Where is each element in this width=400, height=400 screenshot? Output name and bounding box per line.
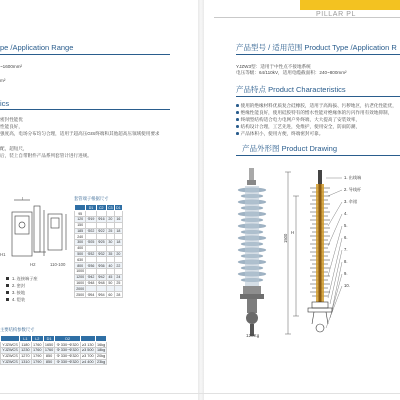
- table-row: 150: [75, 222, 123, 228]
- left-heading-product-type: pe /Application Range: [0, 43, 74, 52]
- table-row: YJZWCS 1180 1760 1650 Φ 330~Φ320 ≥3 130 16kg: [2, 342, 106, 347]
- small-table-header: C3: [108, 205, 113, 210]
- characteristic-item: 结构设计合理，工艺先进，免维护，使用安全，防雨防潮，: [236, 124, 360, 130]
- bottom-table-header: L2: [31, 336, 43, 342]
- table-row: 630: [75, 257, 123, 263]
- small-table-header: D1: [116, 205, 121, 210]
- legend-item-3: 3. 接地: [6, 290, 25, 296]
- right-heading-characteristics: 产品特点 Product Characteristics: [236, 85, 346, 94]
- bottom-table-header: D1: [43, 336, 55, 342]
- bottom-table-title: 主要结构参数尺寸: [0, 327, 35, 332]
- table-row: YJZWCS 1270 1790 850 Φ 330~Φ320 ≥3 700 20kg: [2, 354, 106, 359]
- right-heading-product-type: 产品型号 / 适用范围 Product Type /Application R: [236, 43, 397, 52]
- left-spec-line-2: m²: [0, 78, 6, 83]
- right-heading-rule-3: [236, 155, 400, 156]
- part-label-8: 8.: [344, 259, 348, 264]
- right-heading-rule: [236, 54, 400, 55]
- table-row: 1000: [75, 269, 123, 275]
- left-install-line-1: 配，超短尺，: [0, 146, 28, 151]
- left-install-line-2: 后，装上自带附件产品系列套管计进行进规。: [0, 153, 92, 158]
- part-label-5: 5.: [344, 223, 348, 228]
- part-label-9: 9.: [344, 271, 348, 276]
- left-heading-characteristics: ics: [0, 99, 10, 108]
- characteristic-item: 绝缘性能良好，使用硅胶特有的憎水性能对绝缘体的污闪作用有效地抑制，: [236, 110, 392, 116]
- right-spec-line-2: 电压等级：64/110kV，适用电缆截面积：240~800mm²: [236, 70, 347, 75]
- structure-param-table: [0, 335, 107, 365]
- characteristic-item: 产品体积小，使用方便，终端密封可靠。: [236, 131, 323, 137]
- table-row: 800 Φ36 Φ36 40 22: [75, 263, 123, 269]
- part-label-4: 4.: [344, 211, 348, 216]
- dim-label-range: 110-100: [50, 262, 66, 267]
- header-rule: [214, 17, 400, 18]
- table-row: 2500 Φ54 Φ54 60 28: [76, 292, 121, 297]
- table-row: 400: [75, 245, 123, 251]
- legend-item-2: 2. 密封: [6, 283, 25, 289]
- table-row: YJZWCS 1310 1790 850 Φ 330~Φ320 ≥4 400 23kg: [2, 359, 106, 364]
- part-label-10: 10.: [344, 283, 350, 288]
- dim-label-h2: H2: [30, 262, 36, 267]
- left-spec-line-1: ~1600mm²: [0, 64, 23, 69]
- part-label-2: 2. 导线杆: [344, 187, 362, 192]
- terminal-size-table: [74, 204, 123, 298]
- table-row: 95: [75, 211, 123, 217]
- dim-label-height: 1500: [283, 233, 288, 243]
- right-heading-rule-2: [236, 96, 400, 97]
- header-title: PILLAR PL: [316, 11, 357, 18]
- part-label-7: 7.: [344, 247, 348, 252]
- characteristic-item: 使用的绝缘材料优质复合硅橡胶，适用于高海拔、污秽地区，抗老化性能优，: [236, 103, 397, 109]
- left-char-line-1: 密封性能优: [0, 117, 23, 122]
- left-char-line-3: 强度高，电场分布均匀合理，适用于超高压GIS终端和其他超高压领域使用要求: [0, 131, 160, 136]
- part-label-1: 1. 出线端: [344, 175, 362, 180]
- dim-label-i: I: [22, 196, 24, 201]
- table-row: YJZWCS 1230 1760 1760 Φ 330~Φ320 ≥3 500 18kg: [2, 348, 106, 353]
- table-row: 240: [75, 234, 123, 240]
- bottom-table-header: D2: [55, 336, 80, 342]
- insulator-photo: [222, 168, 282, 346]
- right-heading-drawing: 产品外形图 Product Drawing: [242, 144, 338, 153]
- dim-label-h1: H1: [0, 252, 6, 257]
- page-gutter: [198, 0, 204, 400]
- header-accent-bar: [300, 0, 400, 10]
- small-table-title: 套管端子根据尺寸: [74, 196, 109, 201]
- legend-item-1: 1. 连接端子座: [6, 276, 38, 282]
- legend-item-4: 4. 铠装: [6, 297, 25, 303]
- table-row: 120 Φ19 Φ16 20 16: [75, 216, 123, 222]
- part-label-6: 6.: [344, 235, 348, 240]
- left-char-line-2: 性能良好，: [0, 124, 23, 129]
- table-row: 500 Φ32 Φ32 35 20: [75, 251, 123, 257]
- table-row: 185 Φ22 Φ22 25 18: [75, 228, 123, 234]
- weight-label: 120Kg: [246, 333, 260, 338]
- table-row: 300 Φ25 Φ25 30 18: [75, 240, 123, 246]
- insulator-section-drawing: [282, 166, 358, 346]
- table-row: 1600 Φ48 Φ48 50 25: [76, 280, 121, 285]
- left-heading-rule-2: [0, 109, 170, 110]
- small-table-header: D1: [86, 205, 96, 211]
- small-table-header: C2: [96, 205, 106, 211]
- bottom-table-header: L1: [19, 336, 31, 342]
- dim-label-h: H: [291, 230, 295, 235]
- left-heading-rule: [0, 54, 170, 55]
- table-row: 1200 Φ42 Φ42 45 24: [76, 275, 121, 280]
- table-row: 2000: [75, 286, 123, 292]
- right-spec-line-1: YJZW3型：适用于中性点不接地系统: [236, 64, 311, 69]
- footer-line: [0, 393, 400, 394]
- part-label-3: 3. 伞裙: [344, 199, 358, 204]
- characteristic-item: 终端型结构适合电力电网户外终端，大大提高了安装效率，: [236, 117, 360, 123]
